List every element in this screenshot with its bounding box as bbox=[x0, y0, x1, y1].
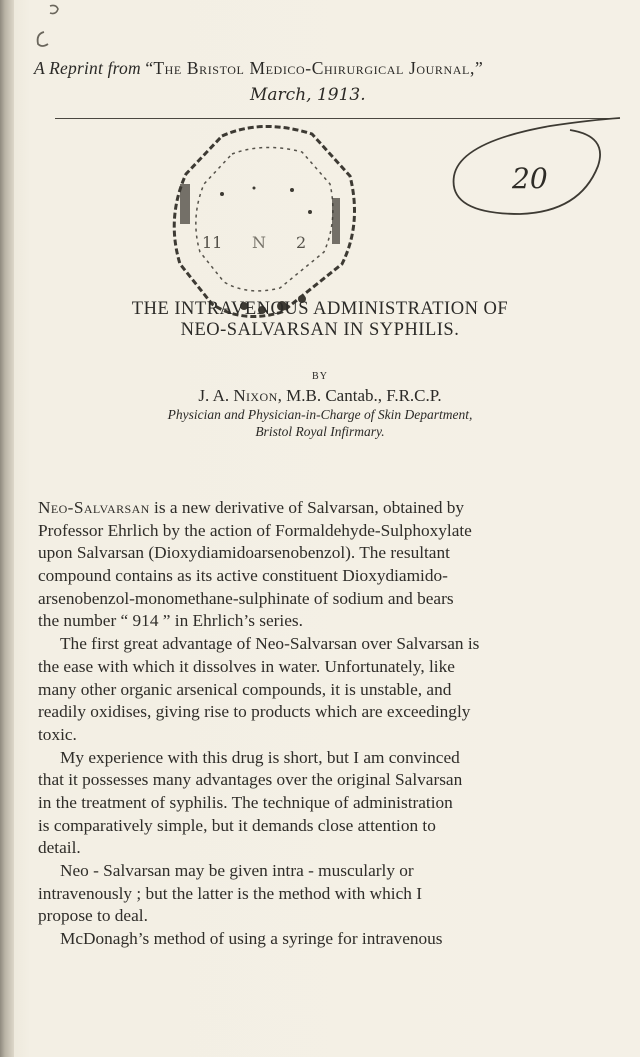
author-line bbox=[100, 386, 540, 406]
byline-by: BY bbox=[312, 371, 328, 382]
pencil-mark-icon bbox=[28, 2, 62, 50]
reference-oval-icon bbox=[420, 116, 625, 234]
body-line: arsenobenzol-monomethane-sulphinate of sodium and bears bbox=[38, 588, 454, 608]
journal-close-quote: ” bbox=[474, 58, 483, 78]
stamp-text-left: 11 bbox=[202, 233, 223, 252]
reference-number: 20 bbox=[512, 162, 548, 195]
body-line: The first great advantage of Neo-Salvarsan over Salvarsan is bbox=[60, 634, 480, 654]
body-line: the ease with which it dissolves in water. Unfortunately, like bbox=[38, 656, 455, 676]
stamp-text-mid: N bbox=[252, 233, 266, 252]
affiliation-line-1: Physician and Physician-in-Charge of Skin Department, bbox=[167, 407, 473, 422]
body-line: that it possesses many advantages over the original Salvarsan bbox=[38, 770, 463, 790]
body-line: Neo - Salvarsan may be given intra - muscularly or bbox=[60, 861, 414, 880]
page-binding-shadow bbox=[0, 0, 14, 1057]
article-title-line-1: THE INTRAVENOUS ADMINISTRATION OF bbox=[131, 299, 509, 319]
body-line: many other organic arsenical compounds, it is unstable, and bbox=[38, 679, 452, 699]
body-line: detail. bbox=[38, 838, 81, 858]
stamp-text-right: 2 bbox=[296, 233, 307, 252]
body-line: in the treatment of syphilis. The technique of administration bbox=[38, 792, 453, 812]
body-line: readily oxidises, giving rise to products which are exceedingly bbox=[38, 702, 471, 722]
lead-word: Neo-Salvarsan bbox=[38, 498, 150, 517]
body-line: propose to deal. bbox=[38, 906, 148, 926]
body-line: the number “ 914 ” in Ehrlich’s series. bbox=[38, 611, 303, 631]
body-line: is comparatively simple, but it demands close attention to bbox=[38, 815, 436, 835]
body-line: Professor Ehrlich by the action of Formaldehyde-Sulphoxylate bbox=[38, 520, 472, 540]
affiliation-line-2: Bristol Royal Infirmary. bbox=[255, 424, 385, 439]
handwritten-date: March, 1913. bbox=[250, 85, 366, 105]
body-line: McDonagh’s method of using a syringe for intravenous bbox=[60, 929, 443, 949]
article-title-line-2: NEO-SALVARSAN IN SYPHILIS. bbox=[180, 320, 460, 340]
reprint-header bbox=[34, 58, 634, 79]
body-line: My experience with this drug is short, but I am convinced bbox=[60, 747, 460, 767]
body-line: toxic. bbox=[38, 724, 77, 744]
journal-open-quote: “ bbox=[145, 58, 154, 78]
body-line: intravenously ; but the latter is the method with which I bbox=[38, 883, 422, 903]
journal-name: The Bristol Medico-Chirurgical Journal, bbox=[153, 58, 475, 78]
author-initials: J. A. bbox=[198, 386, 230, 405]
reprint-prefix: A Reprint from bbox=[34, 58, 141, 78]
body-line: Neo-Salvarsan is a new derivative of Salvarsan, obtained by bbox=[38, 498, 465, 517]
author-degrees: , M.B. Cantab., F.R.C.P. bbox=[277, 386, 442, 405]
author-surname: Nixon bbox=[233, 386, 278, 405]
body-line: compound contains as its active constituent Dioxydiamido- bbox=[38, 566, 448, 586]
article-body bbox=[38, 497, 618, 951]
body-line: upon Salvarsan (Dioxydiamidoarsenobenzol). The resultant bbox=[38, 543, 450, 563]
